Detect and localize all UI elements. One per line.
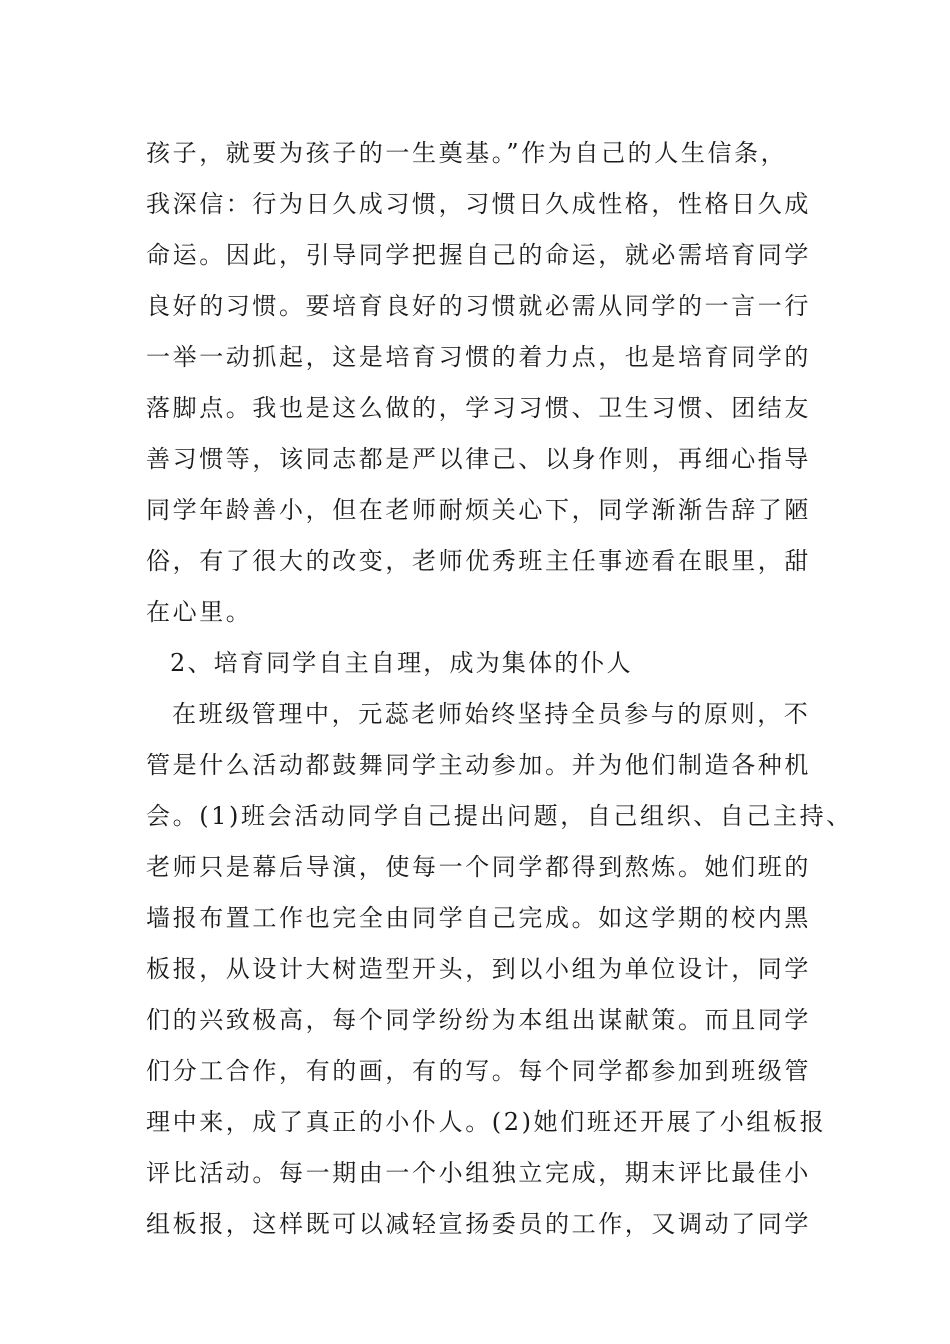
body-text (146, 128, 853, 1250)
text-line: 我深信：行为日久成习惯，习惯日久成性格，性格日久成 (146, 190, 811, 218)
text-line: 命运。因此，引导同学把握自己的命运，就必需培育同学 (146, 241, 811, 269)
section-heading: 2、培育同学自主自理，成为集体的仆人 (170, 649, 633, 677)
text-line: 老师只是幕后导演，使每一个同学都得到熬炼。她们班的 (146, 853, 811, 881)
text-line: 良好的习惯。要培育良好的习惯就必需从同学的一言一行 (146, 292, 811, 320)
text-line: 一举一动抓起，这是培育习惯的着力点，也是培育同学的 (146, 343, 811, 371)
text-line: 理中来，成了真正的小仆人。(2)她们班还开展了小组板报 (146, 1108, 827, 1136)
text-line: 在心里。 (146, 598, 253, 626)
text-line: 墙报布置工作也完全由同学自己完成。如这学期的校内黑 (146, 904, 811, 932)
text-line: 组板报，这样既可以减轻宣扬委员的工作，又调动了同学 (146, 1210, 811, 1238)
text-line: 俗，有了很大的改变，老师优秀班主任事迹看在眼里，甜 (146, 547, 811, 575)
text-line: 会。(1)班会活动同学自己提出问题，自己组织、自己主持、 (146, 802, 853, 830)
text-line: 评比活动。每一期由一个小组独立完成，期末评比最佳小 (146, 1159, 811, 1187)
text-line: 们分工合作，有的画，有的写。每个同学都参加到班级管 (146, 1057, 811, 1085)
text-line: 管是什么活动都鼓舞同学主动参加。并为他们制造各种机 (146, 751, 811, 779)
text-line: 善习惯等，该同志都是严以律己、以身作则，再细心指导 (146, 445, 811, 473)
text-line: 们的兴致极高，每个同学纷纷为本组出谋献策。而且同学 (146, 1006, 811, 1034)
text-line: 孩子，就要为孩子的一生奠基。”作为自己的人生信条， (146, 139, 788, 167)
text-line: 同学年龄善小，但在老师耐烦关心下，同学渐渐告辞了陋 (146, 496, 811, 524)
paragraph-first-line: 在班级管理中，元蕊老师始终坚持全员参与的原则，不 (172, 700, 811, 728)
text-line: 落脚点。我也是这么做的，学习习惯、卫生习惯、团结友 (146, 394, 811, 422)
text-line: 板报，从设计大树造型开头，到以小组为单位设计，同学 (146, 955, 811, 983)
